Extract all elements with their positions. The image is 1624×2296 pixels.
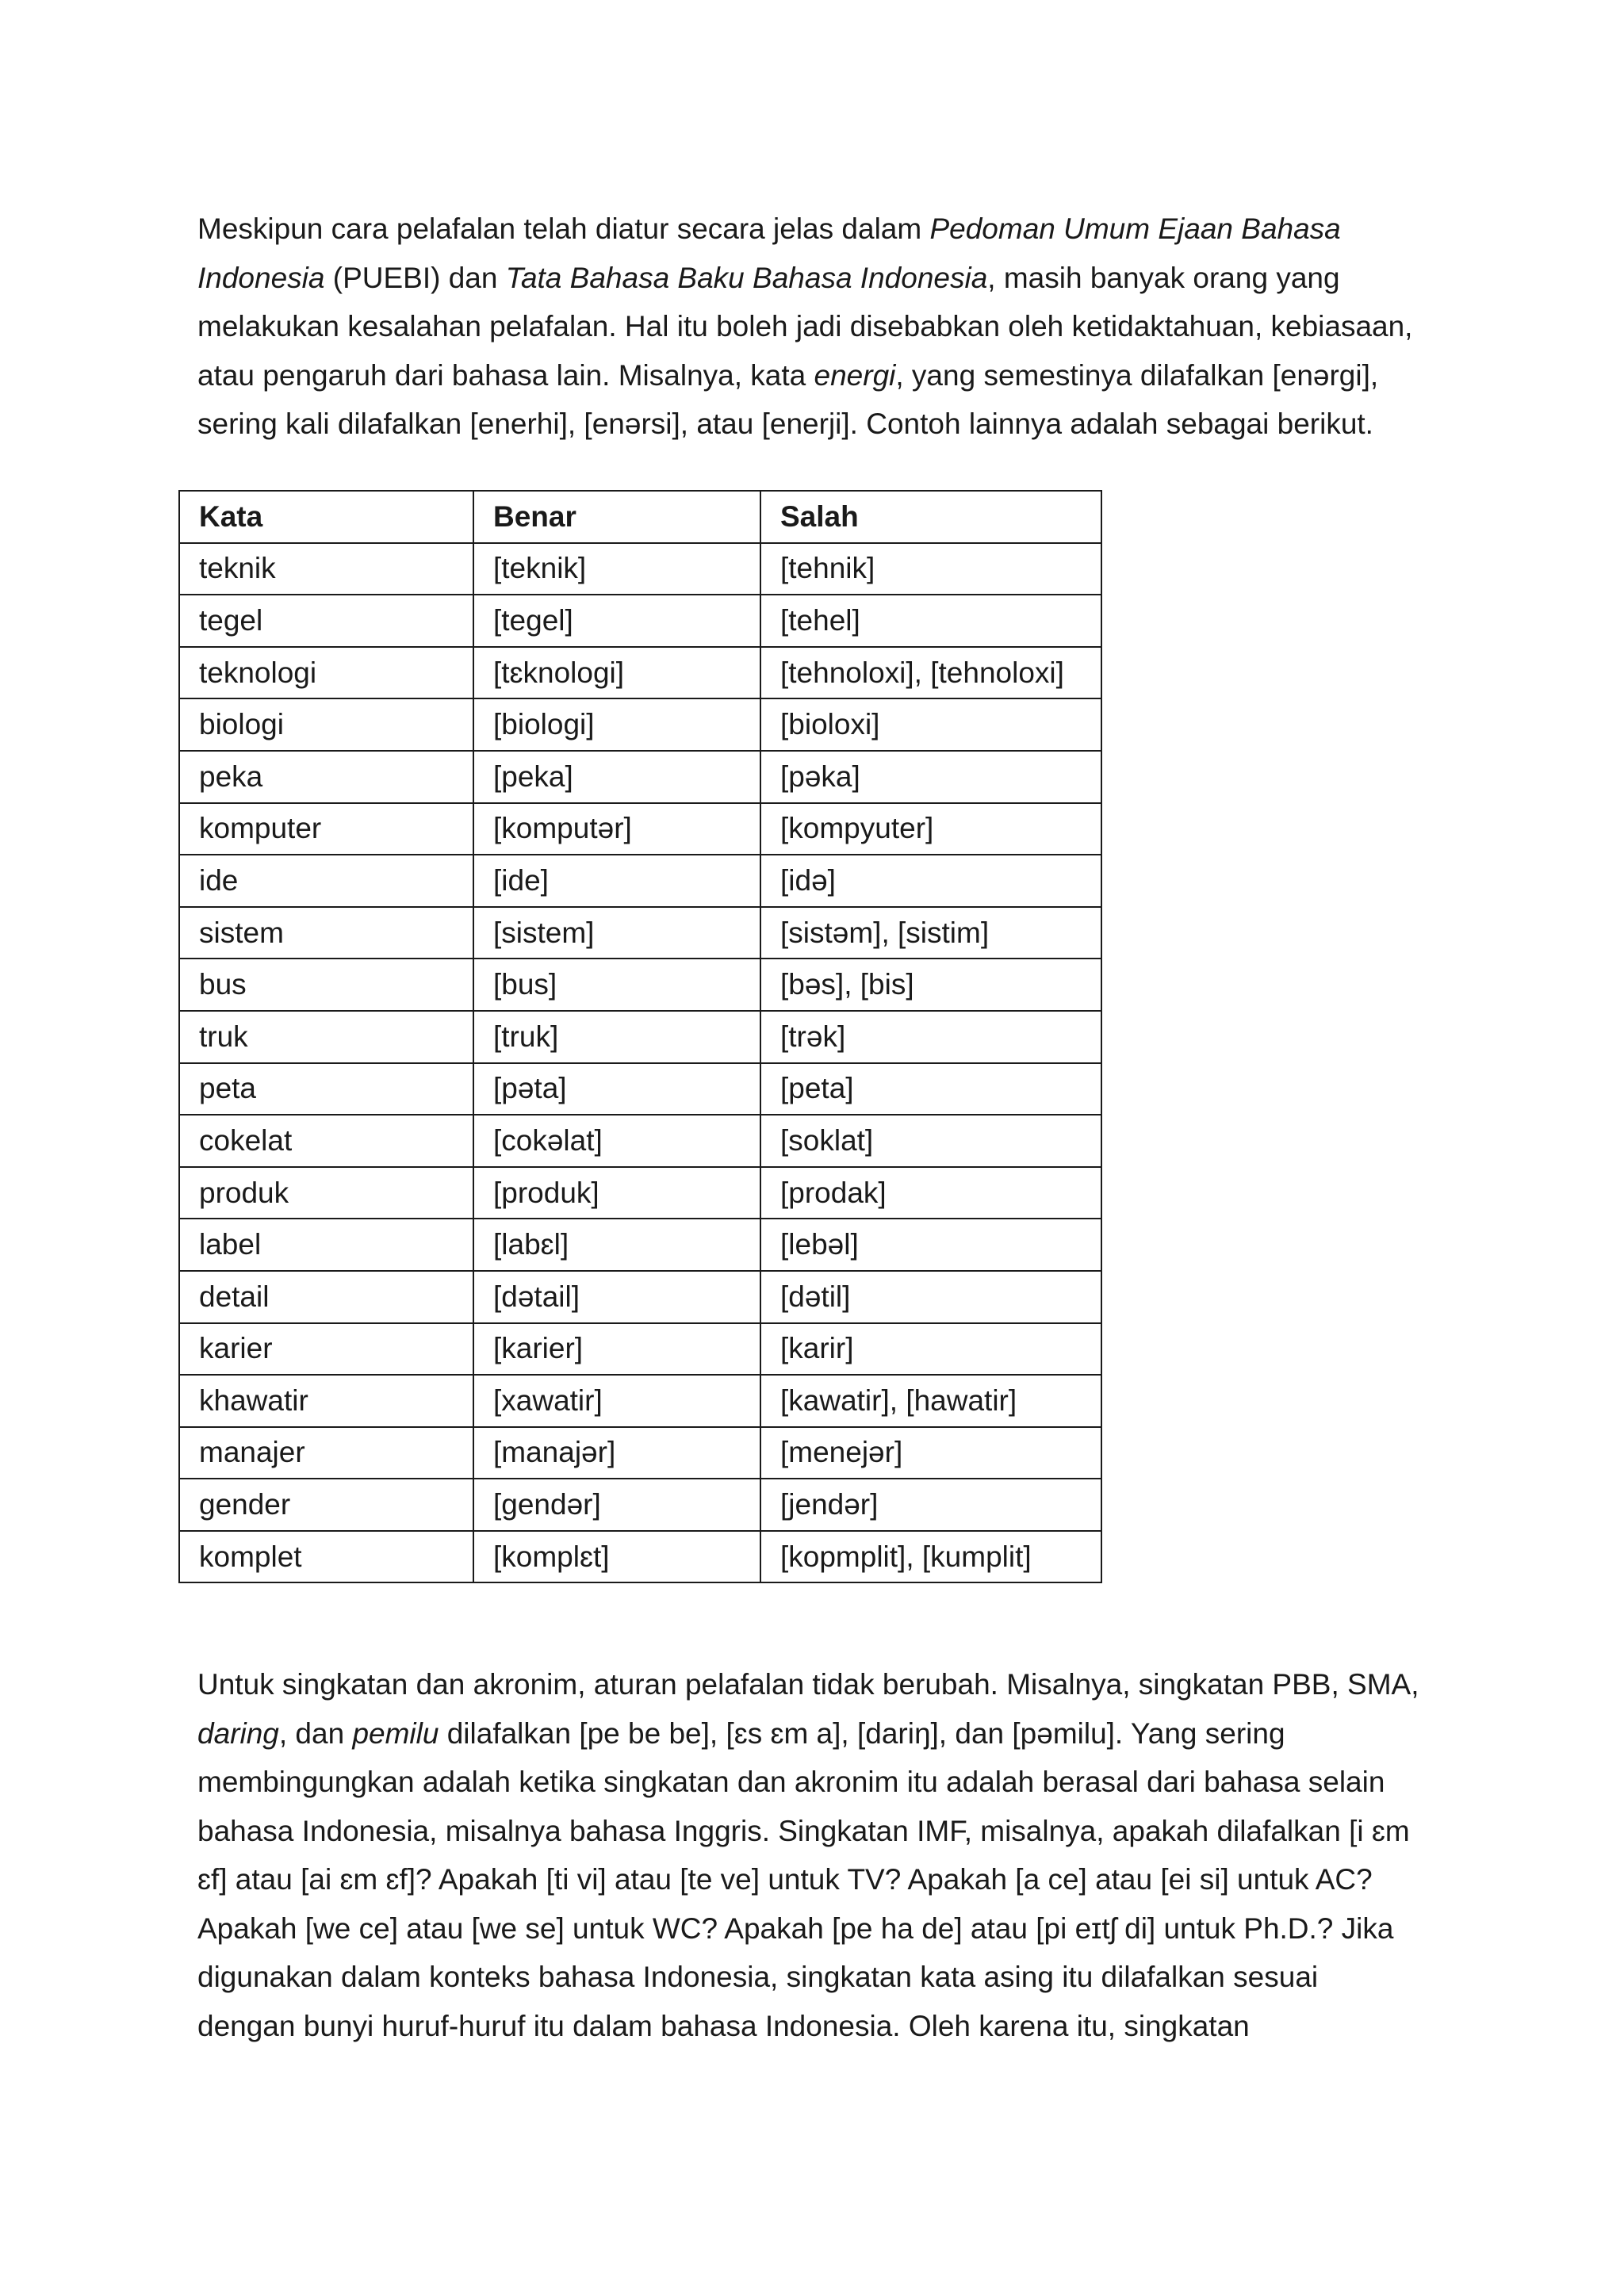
header-benar: Benar bbox=[473, 491, 760, 543]
cell-kata: biologi bbox=[179, 698, 473, 751]
cell-kata: peka bbox=[179, 751, 473, 803]
cell-salah: [dətil] bbox=[760, 1271, 1101, 1323]
cell-kata: manajer bbox=[179, 1427, 473, 1479]
intro-text-2: (PUEBI) dan bbox=[324, 261, 506, 294]
cell-salah: [trək] bbox=[760, 1011, 1101, 1063]
table-row bbox=[179, 751, 1101, 803]
intro-example-word: energi bbox=[814, 358, 896, 392]
cell-salah: [idə] bbox=[760, 855, 1101, 907]
table-row bbox=[179, 1115, 1101, 1167]
table-row bbox=[179, 1271, 1101, 1323]
pronunciation-table bbox=[178, 490, 1102, 1583]
cell-salah: [kompyuter] bbox=[760, 803, 1101, 855]
intro-text-1: Meskipun cara pelafalan telah diatur secara jelas dalam bbox=[197, 212, 930, 245]
cell-benar: [komplɛt] bbox=[473, 1531, 760, 1583]
cell-salah: [kawatir], [hawatir] bbox=[760, 1375, 1101, 1427]
cell-benar: [peka] bbox=[473, 751, 760, 803]
cell-salah: [prodak] bbox=[760, 1167, 1101, 1219]
table-row bbox=[179, 855, 1101, 907]
cell-salah: [jendər] bbox=[760, 1479, 1101, 1531]
cell-salah: [tehnik] bbox=[760, 543, 1101, 595]
table-row bbox=[179, 803, 1101, 855]
table-body bbox=[179, 543, 1101, 1583]
table-row bbox=[179, 959, 1101, 1011]
cell-salah: [bəs], [bis] bbox=[760, 959, 1101, 1011]
cell-kata: bus bbox=[179, 959, 473, 1011]
cell-benar: [teknik] bbox=[473, 543, 760, 595]
cell-kata: peta bbox=[179, 1063, 473, 1115]
table-row bbox=[179, 595, 1101, 647]
cell-salah: [pəka] bbox=[760, 751, 1101, 803]
cell-benar: [cokəlat] bbox=[473, 1115, 760, 1167]
table-row bbox=[179, 698, 1101, 751]
cell-kata: sistem bbox=[179, 907, 473, 959]
cell-benar: [tɛknologi] bbox=[473, 647, 760, 699]
table-row bbox=[179, 1479, 1101, 1531]
table-row bbox=[179, 1531, 1101, 1583]
header-kata: Kata bbox=[179, 491, 473, 543]
outro-text-3: dilafalkan [pe be be], [ɛs ɛm a], [dariŋ], dan [pəmilu]. Yang sering membingungkan adalah ketika singkatan dan akronim itu adalah berasal dari bahasa selain bahasa Indonesia, misalnya bahasa Inggris. Singkatan IMF, misalnya, apakah dilafalkan [i ɛm ɛf] atau [ai ɛm ɛf]? Apakah [ti vi] atau [te ve] untuk TV? Apakah [a ce] atau [ei si] untuk AC? Apakah [we ce] atau [we se] untuk WC? Apakah [pe ha de] atau [pi eɪtʃ di] untuk Ph.D.? Jika digunakan dalam konteks bahasa Indonesia, singkatan kata asing itu dilafalkan sesuai dengan bunyi huruf-huruf itu dalam bahasa Indonesia. Oleh karena itu, singkatan bbox=[197, 1716, 1410, 2042]
cell-salah: [tehnoloxi], [tehnoloxi] bbox=[760, 647, 1101, 699]
cell-benar: [bus] bbox=[473, 959, 760, 1011]
intro-book-title-puebi: Pedoman Umum Ejaan Bahasa Indonesia bbox=[197, 212, 1341, 294]
cell-benar: [gendər] bbox=[473, 1479, 760, 1531]
cell-salah: [kopmplit], [kumplit] bbox=[760, 1531, 1101, 1583]
cell-benar: [komputər] bbox=[473, 803, 760, 855]
cell-benar: [sistem] bbox=[473, 907, 760, 959]
table-header-row bbox=[179, 491, 1101, 543]
table-row bbox=[179, 1323, 1101, 1376]
cell-benar: [manajər] bbox=[473, 1427, 760, 1479]
table-row bbox=[179, 1011, 1101, 1063]
cell-benar: [produk] bbox=[473, 1167, 760, 1219]
cell-kata: tegel bbox=[179, 595, 473, 647]
outro-paragraph bbox=[197, 1660, 1423, 2050]
cell-benar: [xawatir] bbox=[473, 1375, 760, 1427]
cell-kata: ide bbox=[179, 855, 473, 907]
cell-salah: [lebəl] bbox=[760, 1219, 1101, 1271]
cell-benar: [karier] bbox=[473, 1323, 760, 1376]
cell-benar: [ide] bbox=[473, 855, 760, 907]
table-row bbox=[179, 1375, 1101, 1427]
intro-text-4: , yang semestinya dilafalkan [enərgi], sering kali dilafalkan [enerhi], [enərsi], atau [enerji]. Contoh lainnya adalah sebagai berikut. bbox=[197, 358, 1379, 440]
cell-benar: [tegel] bbox=[473, 595, 760, 647]
intro-text-3: , masih banyak orang yang melakukan kesalahan pelafalan. Hal itu boleh jadi disebabkan oleh ketidaktahuan, kebiasaan, atau pengaruh dari bahasa lain. Misalnya, kata bbox=[197, 261, 1413, 392]
outro-text-1: Untuk singkatan dan akronim, aturan pelafalan tidak berubah. Misalnya, singkatan PBB, SMA, bbox=[197, 1668, 1419, 1701]
cell-salah: [karir] bbox=[760, 1323, 1101, 1376]
header-salah: Salah bbox=[760, 491, 1101, 543]
cell-kata: teknik bbox=[179, 543, 473, 595]
cell-kata: teknologi bbox=[179, 647, 473, 699]
table-row bbox=[179, 1063, 1101, 1115]
cell-salah: [tehel] bbox=[760, 595, 1101, 647]
outro-example-daring: daring bbox=[197, 1716, 279, 1750]
cell-salah: [menejər] bbox=[760, 1427, 1101, 1479]
outro-text-2: , dan bbox=[278, 1716, 353, 1750]
table-row bbox=[179, 907, 1101, 959]
cell-kata: detail bbox=[179, 1271, 473, 1323]
intro-paragraph bbox=[197, 205, 1419, 449]
cell-kata: gender bbox=[179, 1479, 473, 1531]
cell-kata: produk bbox=[179, 1167, 473, 1219]
table-row bbox=[179, 1427, 1101, 1479]
table-row bbox=[179, 1219, 1101, 1271]
cell-salah: [bioloxi] bbox=[760, 698, 1101, 751]
cell-kata: khawatir bbox=[179, 1375, 473, 1427]
cell-kata: komputer bbox=[179, 803, 473, 855]
cell-salah: [soklat] bbox=[760, 1115, 1101, 1167]
cell-benar: [biologi] bbox=[473, 698, 760, 751]
outro-example-pemilu: pemilu bbox=[352, 1716, 439, 1750]
intro-book-title-tata-bahasa: Tata Bahasa Baku Bahasa Indonesia bbox=[505, 261, 988, 294]
cell-benar: [truk] bbox=[473, 1011, 760, 1063]
cell-benar: [labɛl] bbox=[473, 1219, 760, 1271]
cell-kata: cokelat bbox=[179, 1115, 473, 1167]
cell-kata: karier bbox=[179, 1323, 473, 1376]
cell-benar: [dətail] bbox=[473, 1271, 760, 1323]
table-row bbox=[179, 1167, 1101, 1219]
cell-kata: truk bbox=[179, 1011, 473, 1063]
table-row bbox=[179, 647, 1101, 699]
cell-kata: label bbox=[179, 1219, 473, 1271]
cell-benar: [pəta] bbox=[473, 1063, 760, 1115]
cell-salah: [peta] bbox=[760, 1063, 1101, 1115]
table-row bbox=[179, 543, 1101, 595]
cell-salah: [sistəm], [sistim] bbox=[760, 907, 1101, 959]
cell-kata: komplet bbox=[179, 1531, 473, 1583]
